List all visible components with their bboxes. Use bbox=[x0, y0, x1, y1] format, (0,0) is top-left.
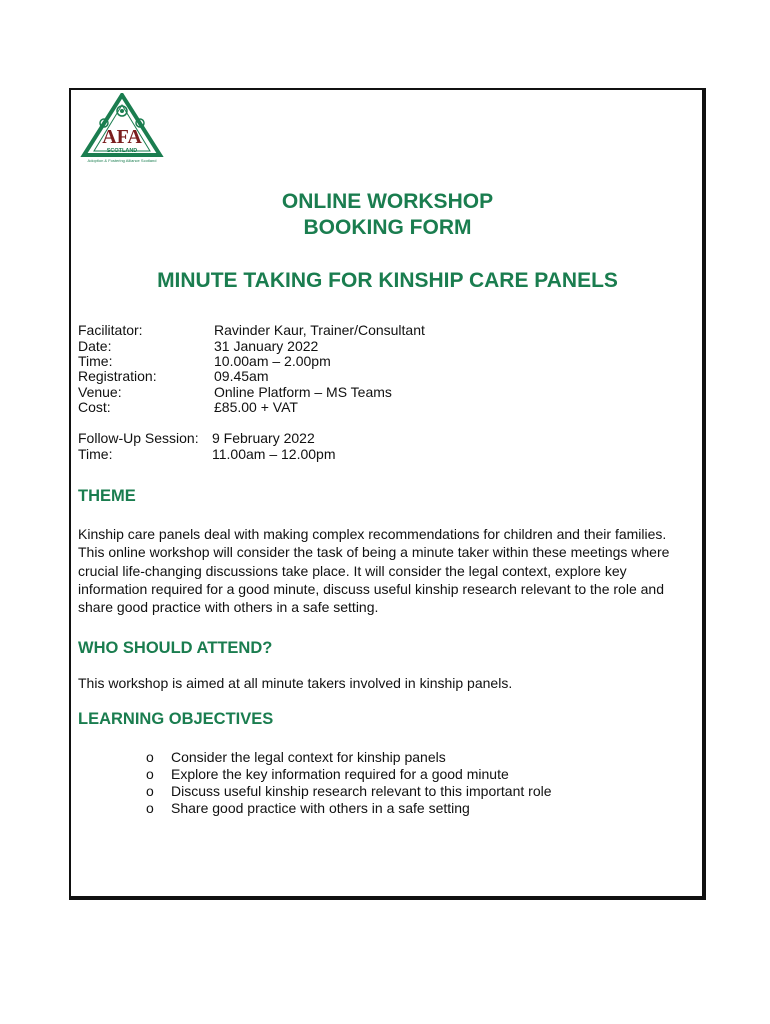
detail-value: Online Platform – MS Teams bbox=[214, 384, 392, 400]
followup-label: Time: bbox=[78, 446, 113, 462]
theme-heading: THEME bbox=[78, 487, 136, 505]
detail-value: £85.00 + VAT bbox=[214, 399, 298, 415]
bullet-marker: o bbox=[146, 800, 154, 816]
title-line-2: BOOKING FORM bbox=[303, 216, 472, 239]
bullet-marker: o bbox=[146, 766, 154, 782]
logo-tagline: Adoption & Fostering Alliance Scotland bbox=[87, 158, 157, 163]
detail-label: Date: bbox=[78, 338, 112, 354]
detail-label: Facilitator: bbox=[78, 322, 143, 338]
detail-value: Ravinder Kaur, Trainer/Consultant bbox=[214, 322, 425, 338]
course-title: MINUTE TAKING FOR KINSHIP CARE PANELS bbox=[157, 269, 618, 292]
attend-heading: WHO SHOULD ATTEND? bbox=[78, 639, 273, 657]
theme-text: Kinship care panels deal with making complex recommendations for children and their families. This online workshop will consider the task of being a minute taker within these meetings where crucial life-changing discussions take place. It will consider the legal context, explore key information required for a good minute, discuss useful kinship research relevant to the role and share good practice with others in a safe setting. bbox=[78, 526, 670, 616]
objective-text: Consider the legal context for kinship panels bbox=[171, 749, 446, 765]
title-line-1: ONLINE WORKSHOP bbox=[281, 190, 494, 213]
detail-value: 10.00am – 2.00pm bbox=[214, 353, 331, 369]
attend-text: This workshop is aimed at all minute takers involved in kinship panels. bbox=[78, 675, 513, 691]
detail-value: 09.45am bbox=[214, 368, 269, 384]
followup-label: Follow-Up Session: bbox=[78, 430, 199, 446]
followup-value: 9 February 2022 bbox=[212, 430, 315, 446]
followup-value: 11.00am – 12.00pm bbox=[212, 446, 336, 462]
bullet-marker: o bbox=[146, 749, 154, 765]
objective-text: Discuss useful kinship research relevant to this important role bbox=[171, 783, 552, 799]
detail-value: 31 January 2022 bbox=[214, 338, 319, 354]
objectives-heading: LEARNING OBJECTIVES bbox=[78, 710, 274, 728]
logo-brand-text: AFA bbox=[102, 126, 142, 148]
afa-scotland-logo bbox=[80, 93, 164, 165]
detail-label: Registration: bbox=[78, 368, 157, 384]
objective-text: Explore the key information required for a good minute bbox=[171, 766, 509, 782]
detail-label: Cost: bbox=[78, 399, 111, 415]
objective-text: Share good practice with others in a safe setting bbox=[171, 800, 470, 816]
detail-label: Venue: bbox=[78, 384, 122, 400]
logo-subtext: SCOTLAND bbox=[106, 148, 138, 154]
bullet-marker: o bbox=[146, 783, 154, 799]
detail-label: Time: bbox=[78, 353, 113, 369]
